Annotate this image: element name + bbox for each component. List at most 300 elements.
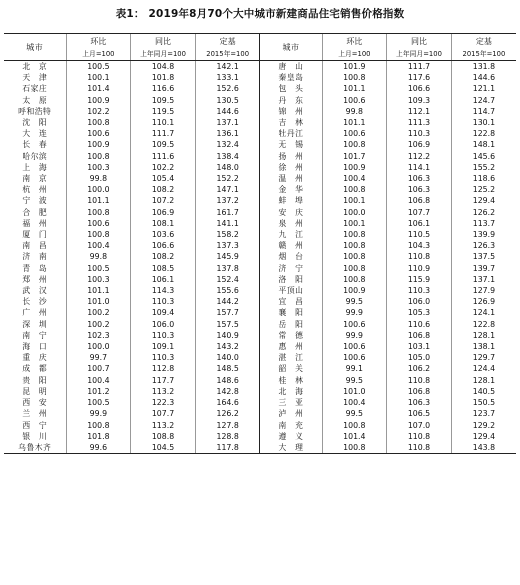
mom-value: 100.6 xyxy=(66,128,131,139)
base-value: 117.8 xyxy=(195,442,260,454)
table-row xyxy=(4,251,516,262)
yoy-value: 101.8 xyxy=(131,72,196,83)
base-value: 113.7 xyxy=(451,218,516,229)
yoy-value: 103.6 xyxy=(131,229,196,240)
mom-value: 100.8 xyxy=(322,274,387,285)
city-name: 烟 台 xyxy=(260,251,322,262)
subheader-mom: 上月=100 xyxy=(322,49,387,61)
mom-value: 100.6 xyxy=(322,341,387,352)
city-name: 洛 阳 xyxy=(260,274,322,285)
table-row xyxy=(4,218,516,229)
yoy-value: 106.8 xyxy=(387,386,452,397)
yoy-value: 104.8 xyxy=(131,61,196,73)
table-row xyxy=(4,240,516,251)
city-name: 杭 州 xyxy=(22,185,48,195)
base-value: 123.7 xyxy=(451,408,516,419)
mom-value: 100.8 xyxy=(66,151,131,162)
mom-value: 100.4 xyxy=(322,173,387,184)
yoy-value: 113.2 xyxy=(131,420,196,431)
yoy-value: 111.7 xyxy=(387,61,452,73)
base-value: 124.4 xyxy=(451,363,516,374)
header-mom: 环比 xyxy=(66,34,131,50)
base-value: 137.8 xyxy=(195,263,260,274)
base-value: 147.1 xyxy=(195,184,260,195)
base-value: 129.7 xyxy=(451,352,516,363)
city-name: 西 宁 xyxy=(22,420,48,430)
yoy-value: 117.7 xyxy=(131,375,196,386)
base-value: 143.8 xyxy=(451,442,516,454)
table-row xyxy=(4,106,516,117)
table-row xyxy=(4,95,516,106)
yoy-value: 110.3 xyxy=(387,285,452,296)
city-name: 吉 林 xyxy=(260,117,322,128)
base-value: 138.4 xyxy=(195,151,260,162)
city-name: 桂 林 xyxy=(260,375,322,386)
mom-value: 101.8 xyxy=(66,431,131,442)
table-row xyxy=(4,173,516,184)
base-value: 137.2 xyxy=(195,195,260,206)
mom-value: 101.2 xyxy=(66,386,131,397)
table-row xyxy=(4,408,516,419)
base-value: 152.2 xyxy=(195,173,260,184)
mom-value: 99.9 xyxy=(322,307,387,318)
table-row xyxy=(4,442,516,454)
base-value: 130.5 xyxy=(195,95,260,106)
yoy-value: 110.8 xyxy=(387,375,452,386)
city-name: 福 州 xyxy=(22,218,48,228)
yoy-value: 117.6 xyxy=(387,72,452,83)
base-value: 142.8 xyxy=(195,386,260,397)
yoy-value: 109.5 xyxy=(131,95,196,106)
yoy-value: 110.3 xyxy=(131,352,196,363)
city-name: 广 州 xyxy=(22,308,48,318)
mom-value: 100.8 xyxy=(322,442,387,454)
city-name: 海 口 xyxy=(22,342,48,352)
base-value: 128.1 xyxy=(451,375,516,386)
mom-value: 100.8 xyxy=(322,139,387,150)
yoy-value: 106.8 xyxy=(387,330,452,341)
base-value: 126.2 xyxy=(195,408,260,419)
base-value: 157.7 xyxy=(195,307,260,318)
yoy-value: 103.1 xyxy=(387,341,452,352)
base-value: 131.8 xyxy=(451,61,516,73)
mom-value: 100.8 xyxy=(66,117,131,128)
yoy-value: 108.5 xyxy=(131,263,196,274)
yoy-value: 119.5 xyxy=(131,106,196,117)
yoy-value: 109.5 xyxy=(131,139,196,150)
base-value: 137.1 xyxy=(451,274,516,285)
base-value: 139.7 xyxy=(451,263,516,274)
base-value: 126.2 xyxy=(451,207,516,218)
mom-value: 100.4 xyxy=(322,397,387,408)
mom-value: 99.5 xyxy=(322,375,387,386)
mom-value: 100.9 xyxy=(66,95,131,106)
city-name: 乌鲁木齐 xyxy=(4,442,66,454)
base-value: 127.8 xyxy=(195,420,260,431)
mom-value: 99.9 xyxy=(66,408,131,419)
city-name: 惠 州 xyxy=(260,341,322,352)
base-value: 140.9 xyxy=(195,330,260,341)
city-name: 湛 江 xyxy=(260,352,322,363)
base-value: 148.6 xyxy=(195,375,260,386)
yoy-value: 112.2 xyxy=(387,151,452,162)
table-row xyxy=(4,229,516,240)
mom-value: 101.1 xyxy=(322,83,387,94)
city-name: 济 南 xyxy=(22,252,48,262)
yoy-value: 110.8 xyxy=(387,442,452,454)
yoy-value: 110.5 xyxy=(387,229,452,240)
table-row xyxy=(4,61,516,73)
yoy-value: 108.8 xyxy=(131,431,196,442)
table-row xyxy=(4,139,516,150)
base-value: 164.6 xyxy=(195,397,260,408)
mom-value: 100.1 xyxy=(66,72,131,83)
city-name: 丹 东 xyxy=(260,95,322,106)
table-row xyxy=(4,352,516,363)
city-name: 长 春 xyxy=(22,140,48,150)
mom-value: 100.0 xyxy=(322,207,387,218)
base-value: 152.4 xyxy=(195,274,260,285)
base-value: 129.4 xyxy=(451,195,516,206)
table-row xyxy=(4,397,516,408)
table-row xyxy=(4,263,516,274)
city-name: 蚌 埠 xyxy=(260,195,322,206)
base-value: 140.0 xyxy=(195,352,260,363)
mom-value: 101.4 xyxy=(322,431,387,442)
yoy-value: 110.8 xyxy=(387,431,452,442)
base-value: 142.1 xyxy=(195,61,260,73)
base-value: 125.2 xyxy=(451,184,516,195)
mom-value: 100.3 xyxy=(66,162,131,173)
yoy-value: 106.6 xyxy=(131,240,196,251)
subheader-yoy: 上年同月=100 xyxy=(131,49,196,61)
base-value: 132.4 xyxy=(195,139,260,150)
table-title: 表1： 2019年8月70个大中城市新建商品住宅销售价格指数 xyxy=(115,8,405,20)
header-yoy: 同比 xyxy=(131,34,196,50)
yoy-value: 105.0 xyxy=(387,352,452,363)
base-value: 152.6 xyxy=(195,83,260,94)
base-value: 144.6 xyxy=(451,72,516,83)
city-name: 贵 阳 xyxy=(22,375,48,385)
table-row xyxy=(4,386,516,397)
city-name: 深 圳 xyxy=(22,319,48,329)
city-name: 成 都 xyxy=(22,364,48,374)
base-value: 145.6 xyxy=(451,151,516,162)
mom-value: 100.9 xyxy=(322,162,387,173)
yoy-value: 106.8 xyxy=(387,195,452,206)
mom-value: 100.6 xyxy=(322,95,387,106)
base-value: 141.1 xyxy=(195,218,260,229)
mom-value: 101.0 xyxy=(322,386,387,397)
yoy-value: 106.2 xyxy=(387,363,452,374)
city-name: 唐 山 xyxy=(260,61,322,73)
mom-value: 100.4 xyxy=(66,375,131,386)
city-name: 天 津 xyxy=(22,73,48,83)
table-row xyxy=(4,375,516,386)
mom-value: 100.8 xyxy=(322,263,387,274)
mom-value: 100.6 xyxy=(322,128,387,139)
mom-value: 100.5 xyxy=(66,263,131,274)
mom-value: 100.6 xyxy=(322,319,387,330)
mom-value: 100.0 xyxy=(66,341,131,352)
mom-value: 99.8 xyxy=(66,173,131,184)
table-row xyxy=(4,431,516,442)
city-name: 银 川 xyxy=(22,431,48,441)
yoy-value: 106.3 xyxy=(387,173,452,184)
base-value: 126.9 xyxy=(451,296,516,307)
mom-value: 99.8 xyxy=(66,251,131,262)
city-name: 温 州 xyxy=(260,173,322,184)
yoy-value: 110.3 xyxy=(387,128,452,139)
yoy-value: 106.9 xyxy=(131,207,196,218)
city-name: 青 岛 xyxy=(22,263,48,273)
table-row xyxy=(4,420,516,431)
base-value: 124.1 xyxy=(451,307,516,318)
table-row xyxy=(4,162,516,173)
yoy-value: 107.0 xyxy=(387,420,452,431)
yoy-value: 107.7 xyxy=(387,207,452,218)
mom-value: 100.1 xyxy=(322,218,387,229)
city-name: 大 理 xyxy=(260,442,322,454)
mom-value: 101.1 xyxy=(322,117,387,128)
header-city: 城市 xyxy=(4,34,66,61)
base-value: 137.3 xyxy=(195,240,260,251)
yoy-value: 114.1 xyxy=(387,162,452,173)
city-name: 常 德 xyxy=(260,330,322,341)
mom-value: 100.0 xyxy=(66,184,131,195)
yoy-value: 110.6 xyxy=(387,319,452,330)
city-name: 徐 州 xyxy=(260,162,322,173)
city-name: 沈 阳 xyxy=(22,118,48,128)
yoy-value: 122.3 xyxy=(131,397,196,408)
base-value: 114.7 xyxy=(451,106,516,117)
city-name: 九 江 xyxy=(260,229,322,240)
base-value: 150.5 xyxy=(451,397,516,408)
mom-value: 101.1 xyxy=(66,195,131,206)
yoy-value: 113.2 xyxy=(131,386,196,397)
base-value: 138.1 xyxy=(451,341,516,352)
mom-value: 100.8 xyxy=(322,184,387,195)
yoy-value: 108.1 xyxy=(131,218,196,229)
yoy-value: 106.1 xyxy=(387,218,452,229)
mom-value: 100.9 xyxy=(66,139,131,150)
mom-value: 101.4 xyxy=(66,83,131,94)
table-row xyxy=(4,330,516,341)
city-name: 合 肥 xyxy=(22,207,48,217)
base-value: 155.6 xyxy=(195,285,260,296)
table-row xyxy=(4,184,516,195)
subheader-base: 2015年=100 xyxy=(451,49,516,61)
city-name: 秦皇岛 xyxy=(260,72,322,83)
base-value: 148.0 xyxy=(195,162,260,173)
yoy-value: 109.1 xyxy=(131,341,196,352)
city-name: 泸 州 xyxy=(260,408,322,419)
yoy-value: 106.0 xyxy=(387,296,452,307)
city-name: 平顶山 xyxy=(260,285,322,296)
city-name: 郑 州 xyxy=(22,274,48,284)
city-name: 上 海 xyxy=(22,162,48,172)
table-row xyxy=(4,296,516,307)
subheader-mom: 上月=100 xyxy=(66,49,131,61)
mom-value: 101.1 xyxy=(66,285,131,296)
mom-value: 101.7 xyxy=(322,151,387,162)
mom-value: 100.2 xyxy=(66,307,131,318)
mom-value: 100.8 xyxy=(66,229,131,240)
base-value: 122.8 xyxy=(451,128,516,139)
city-name: 包 头 xyxy=(260,83,322,94)
base-value: 145.9 xyxy=(195,251,260,262)
yoy-value: 110.8 xyxy=(387,251,452,262)
table-row xyxy=(4,274,516,285)
mom-value: 99.7 xyxy=(66,352,131,363)
city-name: 宜 昌 xyxy=(260,296,322,307)
city-name: 岳 阳 xyxy=(260,319,322,330)
base-value: 139.9 xyxy=(451,229,516,240)
base-value: 136.1 xyxy=(195,128,260,139)
table-row xyxy=(4,319,516,330)
mom-value: 100.5 xyxy=(66,397,131,408)
base-value: 158.2 xyxy=(195,229,260,240)
mom-value: 100.9 xyxy=(322,285,387,296)
city-name: 遵 义 xyxy=(260,431,322,442)
city-name: 安 庆 xyxy=(260,207,322,218)
mom-value: 100.6 xyxy=(66,218,131,229)
yoy-value: 115.9 xyxy=(387,274,452,285)
mom-value: 100.8 xyxy=(322,229,387,240)
mom-value: 99.5 xyxy=(322,408,387,419)
yoy-value: 105.3 xyxy=(387,307,452,318)
header-base: 定基 xyxy=(451,34,516,50)
yoy-value: 111.3 xyxy=(387,117,452,128)
table-row xyxy=(4,117,516,128)
base-value: 137.5 xyxy=(451,251,516,262)
base-value: 129.4 xyxy=(451,431,516,442)
mom-value: 100.6 xyxy=(322,352,387,363)
base-value: 155.2 xyxy=(451,162,516,173)
yoy-value: 102.2 xyxy=(131,162,196,173)
base-value: 130.1 xyxy=(451,117,516,128)
base-value: 128.1 xyxy=(451,330,516,341)
base-value: 161.7 xyxy=(195,207,260,218)
yoy-value: 108.2 xyxy=(131,184,196,195)
mom-value: 100.1 xyxy=(322,195,387,206)
city-name: 泉 州 xyxy=(260,218,322,229)
yoy-value: 106.5 xyxy=(387,408,452,419)
base-value: 140.5 xyxy=(451,386,516,397)
city-name: 赣 州 xyxy=(260,240,322,251)
mom-value: 100.8 xyxy=(66,207,131,218)
header-base: 定基 xyxy=(195,34,260,50)
mom-value: 99.8 xyxy=(322,106,387,117)
city-name: 扬 州 xyxy=(260,151,322,162)
base-value: 129.2 xyxy=(451,420,516,431)
table-row xyxy=(4,72,516,83)
yoy-value: 106.9 xyxy=(387,139,452,150)
yoy-value: 105.4 xyxy=(131,173,196,184)
city-name: 太 原 xyxy=(22,95,48,105)
mom-value: 100.8 xyxy=(322,72,387,83)
header-city: 城市 xyxy=(260,34,322,61)
mom-value: 99.1 xyxy=(322,363,387,374)
table-row xyxy=(4,363,516,374)
base-value: 144.2 xyxy=(195,296,260,307)
yoy-value: 109.4 xyxy=(131,307,196,318)
base-value: 144.6 xyxy=(195,106,260,117)
city-name: 南 京 xyxy=(22,174,48,184)
yoy-value: 106.3 xyxy=(387,184,452,195)
base-value: 148.5 xyxy=(195,363,260,374)
base-value: 133.1 xyxy=(195,72,260,83)
price-index-table xyxy=(4,33,516,454)
mom-value: 101.9 xyxy=(322,61,387,73)
city-name: 牡丹江 xyxy=(260,128,322,139)
header-yoy: 同比 xyxy=(387,34,452,50)
base-value: 143.2 xyxy=(195,341,260,352)
mom-value: 100.7 xyxy=(66,363,131,374)
yoy-value: 116.6 xyxy=(131,83,196,94)
yoy-value: 111.7 xyxy=(131,128,196,139)
table-row xyxy=(4,128,516,139)
mom-value: 100.4 xyxy=(66,240,131,251)
yoy-value: 112.8 xyxy=(131,363,196,374)
city-name: 大 连 xyxy=(22,129,48,139)
mom-value: 100.3 xyxy=(66,274,131,285)
city-name: 兰 州 xyxy=(22,409,48,419)
city-name: 石家庄 xyxy=(22,84,48,94)
base-value: 126.3 xyxy=(451,240,516,251)
base-value: 128.8 xyxy=(195,431,260,442)
table-row xyxy=(4,285,516,296)
table-row xyxy=(4,151,516,162)
base-value: 124.7 xyxy=(451,95,516,106)
city-name: 哈尔滨 xyxy=(22,151,48,161)
base-value: 137.1 xyxy=(195,117,260,128)
city-name: 锦 州 xyxy=(260,106,322,117)
base-value: 118.6 xyxy=(451,173,516,184)
mom-value: 99.5 xyxy=(322,296,387,307)
city-name: 武 汉 xyxy=(22,286,48,296)
yoy-value: 110.1 xyxy=(131,117,196,128)
mom-value: 100.2 xyxy=(66,319,131,330)
base-value: 157.5 xyxy=(195,319,260,330)
table-row xyxy=(4,83,516,94)
yoy-value: 110.3 xyxy=(131,330,196,341)
city-name: 重 庆 xyxy=(22,353,48,363)
table-row xyxy=(4,195,516,206)
yoy-value: 110.9 xyxy=(387,263,452,274)
mom-value: 101.0 xyxy=(66,296,131,307)
city-name: 昆 明 xyxy=(22,386,48,396)
yoy-value: 107.7 xyxy=(131,408,196,419)
city-name: 襄 阳 xyxy=(260,307,322,318)
base-value: 122.8 xyxy=(451,319,516,330)
subheader-yoy: 上年同月=100 xyxy=(387,49,452,61)
yoy-value: 108.2 xyxy=(131,251,196,262)
yoy-value: 112.1 xyxy=(387,106,452,117)
yoy-value: 104.5 xyxy=(131,442,196,454)
city-name: 北 海 xyxy=(260,386,322,397)
city-name: 北 京 xyxy=(22,62,48,71)
table-row xyxy=(4,307,516,318)
city-name: 韶 关 xyxy=(260,363,322,374)
mom-value: 99.6 xyxy=(66,442,131,454)
mom-value: 102.2 xyxy=(66,106,131,117)
city-name: 呼和浩特 xyxy=(18,106,52,116)
city-name: 济 宁 xyxy=(260,263,322,274)
city-name: 无 锡 xyxy=(260,139,322,150)
yoy-value: 106.1 xyxy=(131,274,196,285)
mom-value: 99.9 xyxy=(322,330,387,341)
